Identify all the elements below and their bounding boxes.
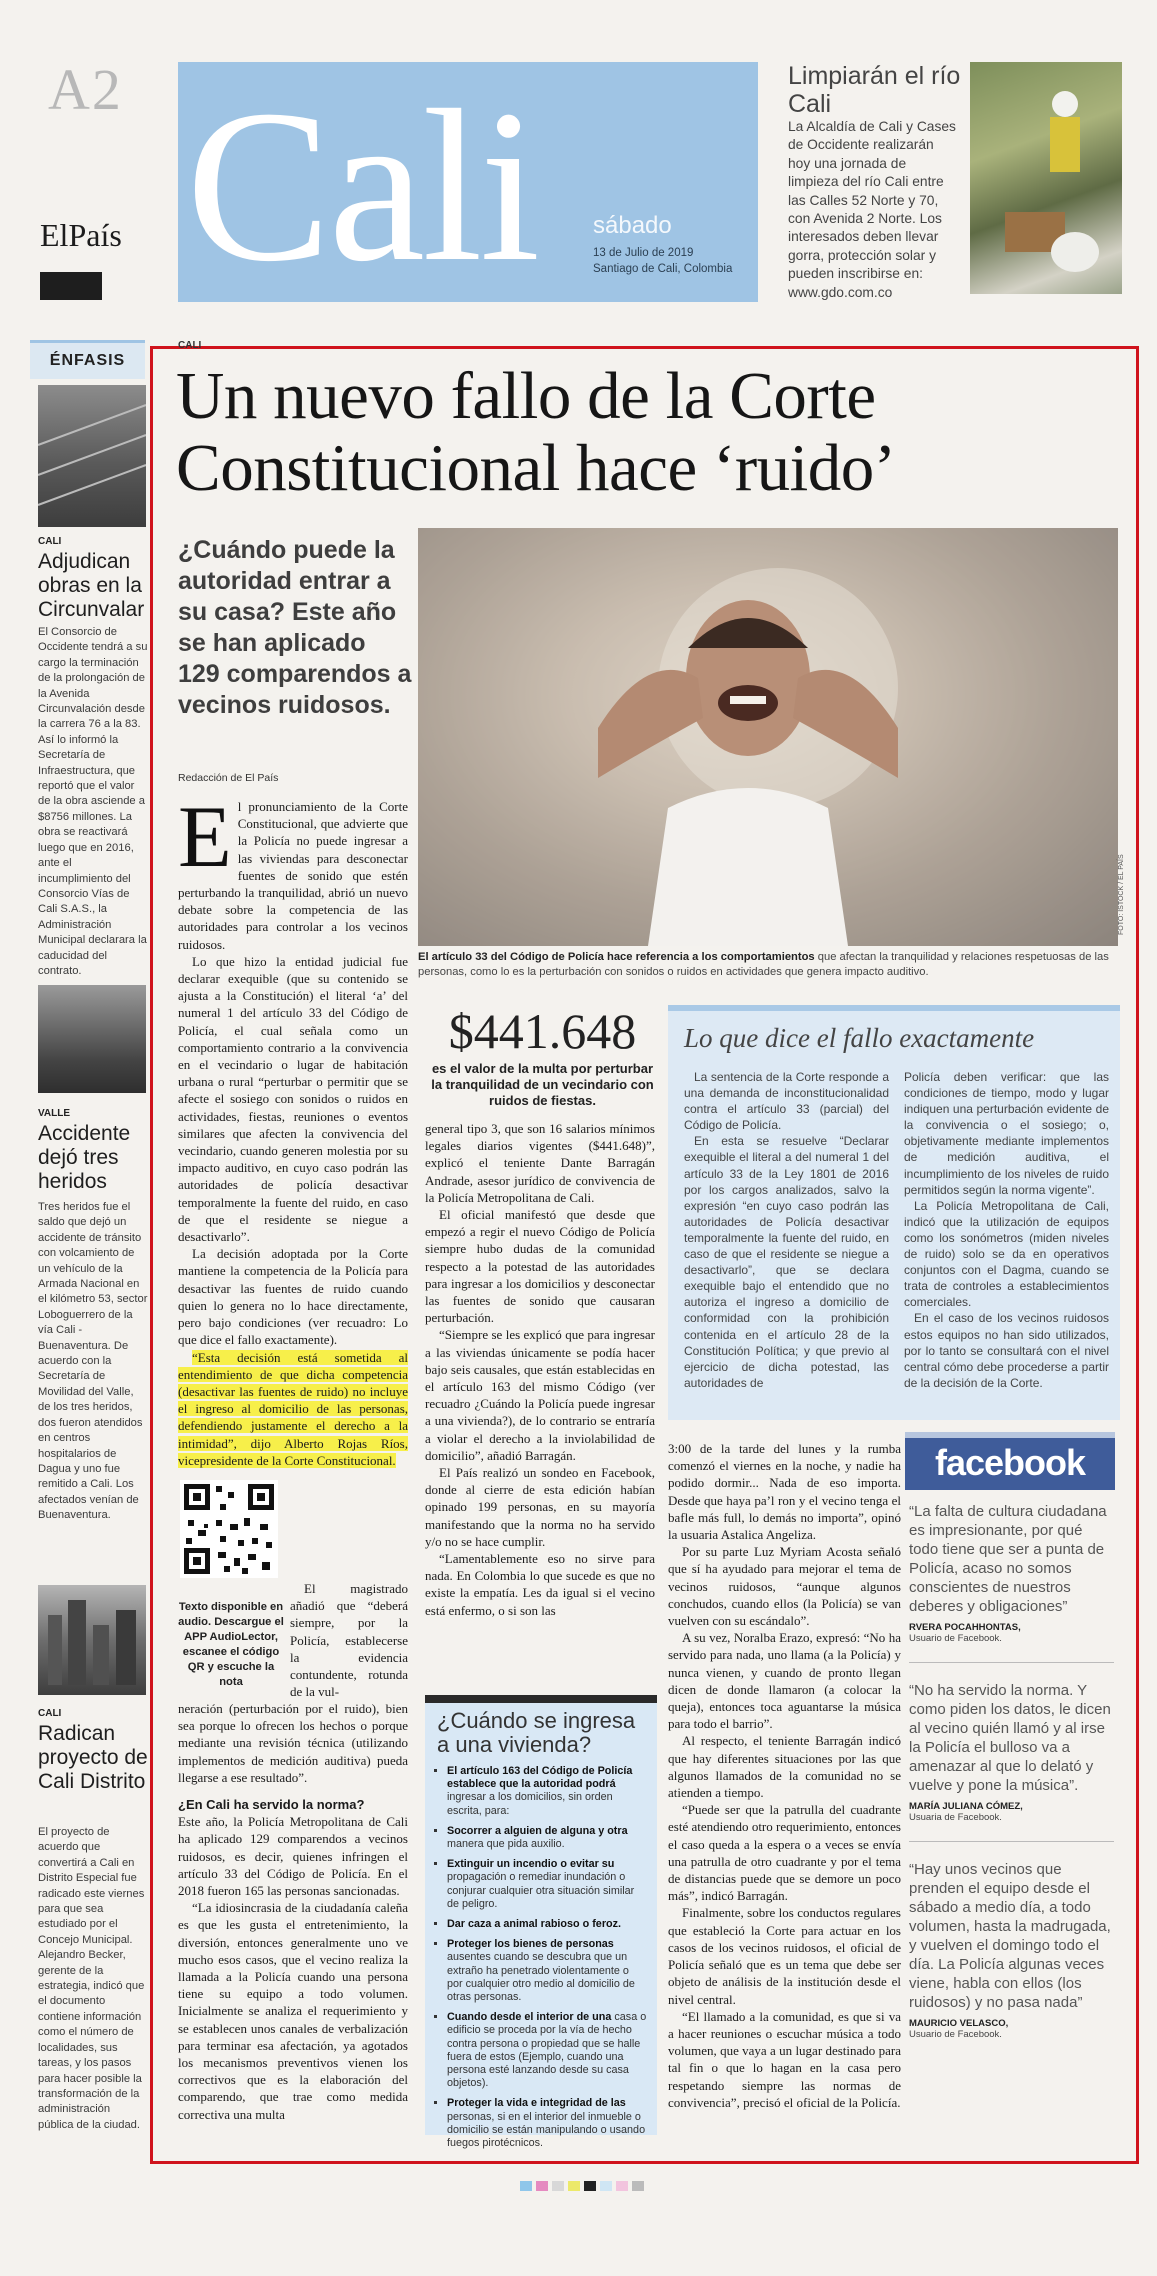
entry-item: ▪ Cuando desde el interior de una casa o edificio se proceda por la vía de hecho contra persona o propiedad que se halle fuera de estos (Ejemplo, cuando una persona esté lanzando desde su casa objetos). bbox=[447, 2011, 647, 2090]
col2-para-4: El País realizó un sondeo en Facebook, donde al cierre de esta edición habían opinado 199 personas, en su mayoría manifestando que la norma no ha servido y/o no se hace cumplir. bbox=[425, 1465, 655, 1549]
sidebar-body-1: El Consorcio de Occidente tendrá a su cargo la terminación de la prolongación de la Avenida Circunvalación desde la carrera 76 a la 83. Así lo informó la Secretaría de Infraestructura, que reportó que el valor de la obra asciende a $8756 millones. La obra se reactivará luego que en 2016, ante el incumplimiento del Consorcio Vías de Cali S.A.S., la Administración Municipal declarara la caducidad del contrato. bbox=[38, 626, 148, 977]
section-title: Cali bbox=[186, 66, 538, 307]
facebook-logo bbox=[905, 1432, 1115, 1490]
article-headline: Un nuevo fallo de la Corte Constitucional hace ‘ruido’ bbox=[176, 359, 896, 505]
promo-text: La Alcaldía de Cali y Cases de Occidente realizarán hoy una jornada de limpieza del río Cali entre las Calles 52 Norte y 70, con Avenida 2 Norte. Los interesados deben llevar gorra, protección solar y pueden inscribirse en: www.gdo.com.co bbox=[788, 119, 956, 300]
entry-item: ▪ Proteger los bienes de personas ausentes cuando se descubra que un extraño ha penetrado violentamente o por cualquier otro medio al domicilio de otras personas. bbox=[447, 1938, 647, 2004]
facebook-role-1: Usuario de Facebook. bbox=[909, 1633, 1002, 1644]
article-lead: l pronunciamiento de la Corte Constitucional, que advierte que la Policía no puede ingresar a las viviendas para desconectar fuentes de sonido que estén perturbando la tranquilidad, abrió un nuevo debate sobre la competencia de las autoridades para controlar a los vecinos ruidosos. bbox=[178, 799, 408, 952]
ruling-col-2 bbox=[904, 1069, 1109, 1391]
facebook-quote-3: “Hay unos vecinos que prenden el equipo desde el sábado a medio día, a todo volumen, hasta la madrugada, y vuelven el domingo todo el día. La Policía algunas veces viene, habla con ellos (los ruidosos) y no pasa nada” bbox=[909, 1861, 1111, 2011]
sidebar-body-2: Tres heridos fue el saldo que dejó un accidente de tránsito con volcamiento de un vehículo de la Armada Nacional en el kilómetro 53, sector Loboguerrero de la vía Cali - Buenaventura. De acuerdo con la Secretaría de Movilidad del Valle, de los tres heridos, dos fueron atendidos en centros hospitalarios de Dagua y uno fue remitido a Cali. Los afectados venían de Buenaventura. bbox=[38, 1201, 148, 1522]
fine-text: es el valor de la multa por perturbar la tranquilidad de un vecindario con ruidos de fiestas. bbox=[431, 1061, 654, 1108]
highlighted-quote: “Esta decisión está sometida al entendimiento de que dicha competencia (desactivar las fuentes de ruido) no incluye el ingreso al domicilio de las personas, defendiendo justamente el derecho a la intimidad”, dijo Alberto Rojas Ríos, vicepresidente de la Corte Constitucional. bbox=[178, 1349, 408, 1468]
col3-para-5: “Puede ser que la patrulla del cuadrante esté atendiendo otro requerimiento, entonces el caso queda a la espera o a veces se envía una patrulla de otro cuadrante y por el tema de distancias puede que se demore un poco más”, indicó Barragán. bbox=[668, 1802, 901, 1904]
col2-para-5: “Lamentablemente eso no sirve para nada. En Colombia lo que sucede es que no existe la empatía. Les da igual si el vecino está enfermo, o si son las bbox=[425, 1551, 655, 1618]
facebook-name-3: MAURICIO VELASCO, bbox=[909, 2018, 1009, 2029]
promo-photo bbox=[970, 62, 1122, 294]
photo-caption-bold: El artículo 33 del Código de Policía hace referencia a los comportamientos bbox=[418, 951, 815, 963]
facebook-logo-text: facebook bbox=[934, 1442, 1086, 1483]
facebook-quote-1: “La falta de cultura ciudadana es impresionante, por qué todo tiene que ser a punta de Policía, acaso no somos conscientes de nuestros deberes y obligaciones” bbox=[909, 1503, 1107, 1615]
ruling-col-1 bbox=[684, 1069, 889, 1391]
photo-caption-rest: que afectan la tranquilidad y relaciones respetuosas de las personas, como lo es la perturbación con sonidos o ruidos en actividades que genera impacto auditivo. bbox=[418, 951, 1109, 978]
entry-item: ▪ Socorrer a alguien de alguna y otra manera que pida auxilio. bbox=[447, 1825, 647, 1851]
col3-para-6: Finalmente, sobre los conductos regulares que estableció la Corte para actuar en los casos de los vecinos ruidosos, el oficial de Policía señaló que es un tema que debe ser objeto de análisis de la institución desde el nivel central. bbox=[668, 1905, 901, 2007]
entry-box bbox=[425, 1695, 657, 2150]
sidebar-photo-3 bbox=[38, 1585, 146, 1695]
fine-amount: $441.648 bbox=[448, 1003, 637, 1059]
entry-box-list bbox=[425, 1765, 657, 2150]
article-col-1 bbox=[178, 789, 408, 1469]
article-para-6: “La idiosincrasia de la ciudadanía caleña es que les gusta el entretenimiento, la diversión, entonces generalmente uno ve mucho esos casos, que el vecino realiza la llamada a la Policía cuando una persona tiene su equipo a todo volumen. Inicialmente se analiza el requerimiento y se establecen unos canales de verbalización para terminar esa afectación, ya agotados los mecanismos preventivos vienen los correctivos que es la elaboración del comparendo, que trae como medida correctiva una multa bbox=[178, 1900, 408, 2122]
ruling-p2: En esta se resuelve “Declarar exequible el literal a del numeral 1 del artículo 33 de la Ley 1801 de 2016 por los cargos analizados, salvo la expresión “en cuyo caso podrán las autoridades de Policía desactivar temporalmente la fuente del ruido, en caso de que el residente se niegue a desactivarlo”, que se declara exequible bajo el entendido que no autoriza el ingreso a domicilio de conformidad con la prohibición contenida en el artículo 28 de la Constitución Política; y que previo al ejercicio de dicha potestad, las autoridades de bbox=[684, 1134, 889, 1390]
entry-item: ▪ Extinguir un incendio o evitar su propagación o remediar inundación o conjurar cualquier otra situación similar de peligro. bbox=[447, 1858, 647, 1911]
col3-para-7: “El llamado a la comunidad, es que si va a hacer reuniones o escuchar música a todo volumen, que vaya a un lugar destinado para tal fin o que lo hagan en la casa pero respetando siempre las normas de convivencia”, precisó el oficial de la Policía. bbox=[668, 2008, 901, 2110]
section-date: 13 de Julio de 2019 bbox=[593, 247, 694, 259]
col2-para-3: “Siempre se les explicó que para ingresar a las viviendas únicamente se podía hacer bajo seis causales, que están establecidas en el artículo 163 del mismo Código (ver recuadro ¿Cuándo la Policía puede ingresar a una vivienda?), de lo contrario se entraría a violar el derecho a la inviolabilidad de domicilio”, añadió Barragán. bbox=[425, 1327, 655, 1463]
article-deck: ¿Cuándo puede la autoridad entrar a su casa? Este año se han aplicado 129 comparendos a vecinos ruidosos. bbox=[178, 536, 412, 719]
facebook-role-2: Usuaria de Facebook. bbox=[909, 1812, 1002, 1823]
article-col-1c bbox=[178, 1700, 408, 2123]
sidebar-kicker-1: CALI bbox=[38, 536, 62, 547]
entry-item: ▪ El artículo 163 del Código de Policía establece que la autoridad podrá ingresar a los domicilios, sin orden escrita, para: bbox=[447, 1765, 647, 1818]
sidebar-kicker-2: VALLE bbox=[38, 1108, 71, 1119]
ruling-box bbox=[668, 1005, 1120, 1420]
article-subhead: ¿En Cali ha servido la norma? bbox=[178, 1797, 365, 1813]
col3-para-2: Por su parte Luz Myriam Acosta señaló que sí ha ayudado para mejorar el tema de vecinos ruidosos, “aunque algunos conchudos, cuando ellos (la Policía) se van vuelven con su escándalo”. bbox=[668, 1544, 901, 1629]
qr-caption bbox=[176, 1600, 286, 1690]
facebook-name-2: MARÍA JULIANA CÓMEZ, bbox=[909, 1801, 1023, 1812]
col3-para-3: A su vez, Noralba Erazo, expresó: “No ha servido para nada, uno llama (a la Policía) y nunca vienen, y cuando de pronto llegan dicen de donde llamaron (a colocar la queja), entonces toca aguantarse la música para todo el barrio”. bbox=[668, 1630, 901, 1732]
sidebar-kicker-3: CALI bbox=[38, 1708, 62, 1719]
section-banner bbox=[178, 62, 758, 307]
fine-box bbox=[425, 1003, 660, 1109]
entry-item: ▪ Proteger la vida e integridad de las personas, si en el interior del inmueble o domicilio se están manipulando o usando fuegos pirotécnicos. bbox=[447, 2097, 647, 2150]
sidebar-title-3: Radican proyecto de Cali Distrito bbox=[38, 1722, 148, 1793]
col3-para-4: Al respecto, el teniente Barragán indicó que hay diferentes situaciones por las que algunos llamados de la comunidad no se atienden a tiempo. bbox=[668, 1733, 901, 1801]
facebook-name-1: RVERA POCAHHONTAS, bbox=[909, 1622, 1021, 1633]
article-col-3 bbox=[668, 1440, 901, 2111]
article-para-3: La decisión adoptada por la Corte mantiene la competencia de la Policía para desactivar las fuentes de ruido cuando quien lo genera no lo hace directamente, pero bajo condiciones (ver recuadro: Lo que dice el fallo exactamente). bbox=[178, 1246, 408, 1348]
sidebar-label bbox=[30, 340, 145, 379]
ruling-p3: Policía deben verificar: que las condiciones de tiempo, modo y lugar indiquen una perturbación evidente de la convivencia o el sosiego; o, objetivamente mediante implementos de medición auditiva, el incumplimiento de los niveles de ruido permitidos según la norma vigente”. bbox=[904, 1070, 1109, 1197]
registration-marks bbox=[520, 2178, 680, 2188]
article-col-1b bbox=[290, 1580, 408, 1700]
photo-caption bbox=[418, 950, 1118, 980]
ruling-p4: La Policía Metropolitana de Cali, indicó que la utilización de equipos como los sonómetros (miden niveles de ruido) solo se da en operativos conjuntos con el Dagma, cuando se trata de controles a establecimientos comerciales. bbox=[904, 1198, 1109, 1310]
article-byline: Redacción de El País bbox=[178, 772, 279, 784]
facebook-column bbox=[905, 1432, 1120, 2040]
facebook-quote-2: “No ha servido la norma. Y como piden los datos, le dicen al vecino quién llamó y al irse la Policía el bulloso va a amenazar al que lo delató y vuelve y pone la música”. bbox=[909, 1682, 1111, 1794]
entry-item: ▪ Dar caza a animal rabioso o feroz. bbox=[447, 1918, 647, 1931]
section-day: sábado bbox=[593, 212, 672, 239]
facebook-role-3: Usuario de Facebook. bbox=[909, 2029, 1002, 2040]
article-kicker: CALI bbox=[178, 340, 202, 351]
qr-code bbox=[180, 1480, 278, 1578]
ruling-p5: En el caso de los vecinos ruidosos estos equipos no han sido utilizados, por lo tanto se consultará con el nivel central cómo debe procederse a partir de la decisión de la Corte. bbox=[904, 1311, 1109, 1390]
ruling-box-title: Lo que dice el fallo exactamente bbox=[684, 1023, 1035, 1053]
brand-logo: ElPaís bbox=[40, 217, 122, 253]
page-code: A2 bbox=[48, 57, 123, 122]
entry-box-title: ¿Cuándo se ingresa a una vivienda? bbox=[437, 1708, 636, 1757]
sidebar-photo-2 bbox=[38, 985, 146, 1093]
article-para-4: neración (perturbación por el ruido), bien sea porque lo ofrecen los hechos o porque mediante una revisión técnica (utilizando implementos de medición auditiva) pueda llegarse a ese resultado”. bbox=[178, 1701, 408, 1785]
qr-caption-bold: Texto disponible en audio. Descargue el APP AudioLector, escanee el código QR y escuche la nota bbox=[178, 1601, 284, 1688]
sidebar-title-2: Accidente dejó tres heridos bbox=[38, 1122, 131, 1193]
dropcap: E bbox=[178, 789, 232, 886]
article-para-2: Lo que hizo la entidad judicial fue declarar exequible (que su contenido se ajusta a la Constitución) el literal ‘a’ del numeral 1 del artículo 33 del Código de Policía, el cual señala como un comportamiento contrario a la convivencia en el vecindario o lugar de habitación urbana o rural “perturbar o permitir que se afecte el sosiego con sonidos o ruidos en actividades, fiestas, reuniones o eventos similares que afecten la convivencia del vecindario, cuando generen molestia por su impacto auditivo, en cuyo caso podrán las autoridades de policía desactivar temporalmente la fuente del ruido, en caso de que el residente se niegue a desactivarlo”. bbox=[178, 953, 408, 1245]
sidebar-photo-1 bbox=[38, 385, 146, 527]
article-para-5: Este año, la Policía Metropolitana de Cali ha aplicado 129 comparendos a vecinos ruidosos, es decir, quienes infringen el artículo 33 del Código de Policía. En el 2018 fueron 165 las personas sancionadas. bbox=[178, 1814, 408, 1899]
photo-credit: FOTO: ISTOCK / EL PAÍS bbox=[1118, 854, 1125, 935]
col2-para-2: El oficial manifestó que desde que empezó a regir el nuevo Código de Policía siempre hubo dudas de la comunidad respecto a la potestad de las autoridades para ingresar a los domicilios y desconectar las fuentes de sonido que causaran perturbación. bbox=[425, 1207, 655, 1326]
article-col-2 bbox=[425, 1120, 655, 1619]
col2-para-1: general tipo 3, que son 16 salarios mínimos legales diarios vigentes ($441.648)”, explicó el teniente Dante Barragán Andrade, asesor jurídico de convivencia de la Policía Metropolitana de Cali. bbox=[425, 1121, 655, 1205]
col3-para-1: 3:00 de la tarde del lunes y la rumba comenzó el viernes en la noche, y nadie ha podido dormir... Nada de eso importa. Desde que haya pa’l ron y el vecino tenga el bafle más full, lo demás no importa”, opinó la usuaria Astalica Angeliza. bbox=[668, 1441, 901, 1543]
promo-title: Limpiarán el río Cali bbox=[788, 62, 961, 118]
brand-bar bbox=[40, 272, 102, 300]
ruling-p1: La sentencia de la Corte responde a una demanda de inconstitucionalidad contra el artículo 33 (parcial) del Código de Policía. bbox=[684, 1070, 889, 1133]
article-photo bbox=[418, 528, 1118, 946]
sidebar-label-text: ÉNFASIS bbox=[49, 352, 126, 369]
section-location: Santiago de Cali, Colombia bbox=[593, 263, 733, 275]
sidebar-body-3: El proyecto de acuerdo que convertirá a Cali en Distrito Especial fue radicado este viernes para que sea estudiado por el Concejo Municipal. Alejandro Becker, gerente de la estrategia, indicó que el documento contiene información como el número de localidades, sus tareas, y los pasos para hacer posible la transformación de la administración pública de la ciudad. bbox=[38, 1826, 145, 2131]
article-para-4a: El magistrado añadió que “deberá siempre, por la Policía, establecerse la evidencia contundente, rotunda de la vul- bbox=[290, 1581, 408, 1700]
sidebar-title-1: Adjudican obras en la Circunvalar bbox=[38, 550, 145, 621]
article-quote bbox=[178, 1349, 408, 1469]
